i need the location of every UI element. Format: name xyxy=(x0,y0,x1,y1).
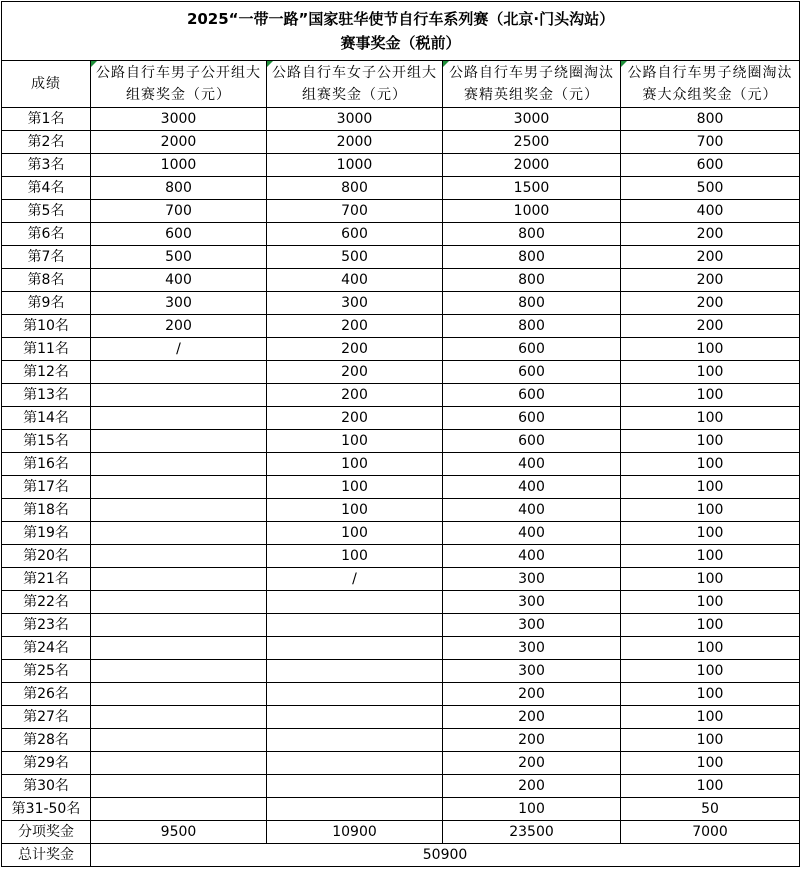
table-row xyxy=(2,591,800,614)
table-row xyxy=(2,568,800,591)
men-elite-elimination-prize-cell: 200 xyxy=(443,706,621,729)
men-public-elimination-prize-cell: 100 xyxy=(621,384,800,407)
women-open-prize-cell: 200 xyxy=(267,384,443,407)
rank-cell: 第26名 xyxy=(2,683,91,706)
men-elite-elimination-prize-cell: 800 xyxy=(443,292,621,315)
men-elite-elimination-prize-cell: 300 xyxy=(443,591,621,614)
women-open-prize-cell xyxy=(267,591,443,614)
table-row xyxy=(2,752,800,775)
rank-cell: 第21名 xyxy=(2,568,91,591)
men-elite-elimination-prize-cell: 800 xyxy=(443,315,621,338)
column-header-label: 公路自行车男子公开组大组赛奖金（元） xyxy=(96,65,261,103)
men-public-elimination-prize-cell: 100 xyxy=(621,775,800,798)
column-header-men-public-elimination xyxy=(621,61,800,108)
men-public-elimination-prize-cell: 100 xyxy=(621,338,800,361)
men-public-elimination-prize-cell: 800 xyxy=(621,108,800,131)
women-open-prize-cell: 100 xyxy=(267,430,443,453)
men-elite-elimination-prize-cell: 400 xyxy=(443,522,621,545)
men-open-prize-cell xyxy=(91,683,267,706)
rank-cell: 第8名 xyxy=(2,269,91,292)
women-open-prize-cell xyxy=(267,614,443,637)
women-open-prize-cell: 200 xyxy=(267,315,443,338)
women-open-prize-cell: 200 xyxy=(267,338,443,361)
table-title xyxy=(2,2,800,61)
rank-cell: 第15名 xyxy=(2,430,91,453)
men-public-elimination-prize-cell: 500 xyxy=(621,177,800,200)
subtotal-men-public-elimination: 7000 xyxy=(621,821,800,844)
rank-cell: 第7名 xyxy=(2,246,91,269)
men-elite-elimination-prize-cell: 200 xyxy=(443,729,621,752)
table-row xyxy=(2,223,800,246)
men-open-prize-cell: 800 xyxy=(91,177,267,200)
men-elite-elimination-prize-cell: 600 xyxy=(443,430,621,453)
men-elite-elimination-prize-cell: 200 xyxy=(443,683,621,706)
men-open-prize-cell xyxy=(91,729,267,752)
total-label: 总计奖金 xyxy=(2,844,91,867)
men-public-elimination-prize-cell: 100 xyxy=(621,545,800,568)
men-public-elimination-prize-cell: 600 xyxy=(621,154,800,177)
men-elite-elimination-prize-cell: 600 xyxy=(443,407,621,430)
men-public-elimination-prize-cell: 100 xyxy=(621,476,800,499)
rank-cell: 第24名 xyxy=(2,637,91,660)
men-open-prize-cell: 300 xyxy=(91,292,267,315)
table-row xyxy=(2,614,800,637)
women-open-prize-cell: 100 xyxy=(267,453,443,476)
men-open-prize-cell xyxy=(91,637,267,660)
men-public-elimination-prize-cell: 100 xyxy=(621,522,800,545)
men-public-elimination-prize-cell: 400 xyxy=(621,200,800,223)
men-elite-elimination-prize-cell: 1500 xyxy=(443,177,621,200)
men-open-prize-cell: 400 xyxy=(91,269,267,292)
table-row xyxy=(2,545,800,568)
men-elite-elimination-prize-cell: 400 xyxy=(443,453,621,476)
men-open-prize-cell: 200 xyxy=(91,315,267,338)
rank-cell: 第3名 xyxy=(2,154,91,177)
rank-cell: 第9名 xyxy=(2,292,91,315)
men-elite-elimination-prize-cell: 3000 xyxy=(443,108,621,131)
men-elite-elimination-prize-cell: 1000 xyxy=(443,200,621,223)
women-open-prize-cell: 700 xyxy=(267,200,443,223)
men-public-elimination-prize-cell: 100 xyxy=(621,430,800,453)
men-open-prize-cell xyxy=(91,384,267,407)
title-line-2: 赛事奖金（税前） xyxy=(340,34,461,52)
men-open-prize-cell xyxy=(91,775,267,798)
rank-cell: 第28名 xyxy=(2,729,91,752)
men-elite-elimination-prize-cell: 2500 xyxy=(443,131,621,154)
men-elite-elimination-prize-cell: 400 xyxy=(443,545,621,568)
men-public-elimination-prize-cell: 200 xyxy=(621,223,800,246)
women-open-prize-cell: 100 xyxy=(267,545,443,568)
men-open-prize-cell xyxy=(91,660,267,683)
subtotal-label: 分项奖金 xyxy=(2,821,91,844)
men-public-elimination-prize-cell: 100 xyxy=(621,361,800,384)
table-row xyxy=(2,315,800,338)
men-public-elimination-prize-cell: 100 xyxy=(621,591,800,614)
column-header-men-open xyxy=(91,61,267,108)
table-row xyxy=(2,338,800,361)
men-open-prize-cell xyxy=(91,568,267,591)
men-public-elimination-prize-cell: 100 xyxy=(621,729,800,752)
women-open-prize-cell: 3000 xyxy=(267,108,443,131)
women-open-prize-cell: 800 xyxy=(267,177,443,200)
men-public-elimination-prize-cell: 100 xyxy=(621,683,800,706)
men-elite-elimination-prize-cell: 800 xyxy=(443,269,621,292)
rank-cell: 第25名 xyxy=(2,660,91,683)
men-open-prize-cell xyxy=(91,361,267,384)
men-open-prize-cell xyxy=(91,545,267,568)
table-row xyxy=(2,384,800,407)
table-row xyxy=(2,407,800,430)
table-row xyxy=(2,131,800,154)
rank-cell: 第19名 xyxy=(2,522,91,545)
rank-cell: 第14名 xyxy=(2,407,91,430)
men-open-prize-cell xyxy=(91,407,267,430)
title-line-1: 2025“一带一路”国家驻华使节自行车系列赛（北京·门头沟站） xyxy=(186,10,615,28)
men-elite-elimination-prize-cell: 600 xyxy=(443,361,621,384)
men-public-elimination-prize-cell: 100 xyxy=(621,706,800,729)
table-row xyxy=(2,683,800,706)
women-open-prize-cell: 600 xyxy=(267,223,443,246)
men-open-prize-cell xyxy=(91,430,267,453)
column-header-label: 公路自行车男子绕圈淘汰赛大众组奖金（元） xyxy=(627,65,793,103)
column-header-men-elite-elimination xyxy=(443,61,621,108)
rank-cell: 第30名 xyxy=(2,775,91,798)
men-elite-elimination-prize-cell: 800 xyxy=(443,223,621,246)
men-public-elimination-prize-cell: 100 xyxy=(621,614,800,637)
men-open-prize-cell xyxy=(91,522,267,545)
women-open-prize-cell: / xyxy=(267,568,443,591)
men-public-elimination-prize-cell: 100 xyxy=(621,660,800,683)
men-public-elimination-prize-cell: 100 xyxy=(621,453,800,476)
men-elite-elimination-prize-cell: 300 xyxy=(443,568,621,591)
table-row xyxy=(2,154,800,177)
column-header-label: 公路自行车男子绕圈淘汰赛精英组奖金（元） xyxy=(449,65,614,103)
rank-cell: 第16名 xyxy=(2,453,91,476)
column-header-label: 公路自行车女子公开组大组赛奖金（元） xyxy=(272,65,437,103)
men-open-prize-cell: 600 xyxy=(91,223,267,246)
women-open-prize-cell xyxy=(267,637,443,660)
women-open-prize-cell xyxy=(267,706,443,729)
men-open-prize-cell: 500 xyxy=(91,246,267,269)
men-elite-elimination-prize-cell: 200 xyxy=(443,775,621,798)
men-public-elimination-prize-cell: 50 xyxy=(621,798,800,821)
men-elite-elimination-prize-cell: 400 xyxy=(443,476,621,499)
women-open-prize-cell xyxy=(267,752,443,775)
rank-cell: 第10名 xyxy=(2,315,91,338)
column-header-women-open xyxy=(267,61,443,108)
men-elite-elimination-prize-cell: 300 xyxy=(443,614,621,637)
men-open-prize-cell xyxy=(91,614,267,637)
men-elite-elimination-prize-cell: 100 xyxy=(443,798,621,821)
men-open-prize-cell: 1000 xyxy=(91,154,267,177)
rank-cell: 第2名 xyxy=(2,131,91,154)
rank-cell: 第13名 xyxy=(2,384,91,407)
women-open-prize-cell xyxy=(267,775,443,798)
women-open-prize-cell: 100 xyxy=(267,522,443,545)
subtotal-men-open: 9500 xyxy=(91,821,267,844)
table-row xyxy=(2,499,800,522)
rank-cell: 第1名 xyxy=(2,108,91,131)
table-row xyxy=(2,269,800,292)
men-elite-elimination-prize-cell: 400 xyxy=(443,499,621,522)
men-public-elimination-prize-cell: 100 xyxy=(621,568,800,591)
rank-cell: 第27名 xyxy=(2,706,91,729)
table-row xyxy=(2,108,800,131)
women-open-prize-cell: 300 xyxy=(267,292,443,315)
women-open-prize-cell: 400 xyxy=(267,269,443,292)
women-open-prize-cell xyxy=(267,683,443,706)
men-public-elimination-prize-cell: 100 xyxy=(621,499,800,522)
table-row xyxy=(2,637,800,660)
men-public-elimination-prize-cell: 200 xyxy=(621,292,800,315)
rank-cell: 第31-50名 xyxy=(2,798,91,821)
men-elite-elimination-prize-cell: 600 xyxy=(443,384,621,407)
rank-cell: 第4名 xyxy=(2,177,91,200)
table-row xyxy=(2,246,800,269)
men-elite-elimination-prize-cell: 800 xyxy=(443,246,621,269)
table-row xyxy=(2,476,800,499)
men-elite-elimination-prize-cell: 300 xyxy=(443,637,621,660)
rank-cell: 第17名 xyxy=(2,476,91,499)
women-open-prize-cell: 200 xyxy=(267,361,443,384)
men-elite-elimination-prize-cell: 2000 xyxy=(443,154,621,177)
subtotal-men-elite-elimination: 23500 xyxy=(443,821,621,844)
men-open-prize-cell xyxy=(91,706,267,729)
table-row xyxy=(2,430,800,453)
rank-cell: 第6名 xyxy=(2,223,91,246)
men-public-elimination-prize-cell: 100 xyxy=(621,637,800,660)
table-row xyxy=(2,177,800,200)
rank-cell: 第20名 xyxy=(2,545,91,568)
table-row xyxy=(2,706,800,729)
table-row xyxy=(2,200,800,223)
women-open-prize-cell xyxy=(267,729,443,752)
men-public-elimination-prize-cell: 200 xyxy=(621,269,800,292)
women-open-prize-cell: 100 xyxy=(267,476,443,499)
table-row xyxy=(2,775,800,798)
table-row xyxy=(2,798,800,821)
total-value: 50900 xyxy=(91,844,800,867)
women-open-prize-cell xyxy=(267,798,443,821)
men-open-prize-cell: 700 xyxy=(91,200,267,223)
women-open-prize-cell: 100 xyxy=(267,499,443,522)
men-open-prize-cell: / xyxy=(91,338,267,361)
rank-cell: 第29名 xyxy=(2,752,91,775)
men-public-elimination-prize-cell: 700 xyxy=(621,131,800,154)
men-open-prize-cell xyxy=(91,798,267,821)
women-open-prize-cell: 1000 xyxy=(267,154,443,177)
men-open-prize-cell xyxy=(91,499,267,522)
rank-cell: 第22名 xyxy=(2,591,91,614)
women-open-prize-cell xyxy=(267,660,443,683)
prize-rows xyxy=(2,108,800,821)
table-row xyxy=(2,453,800,476)
men-public-elimination-prize-cell: 100 xyxy=(621,752,800,775)
cell-comment-marker-icon xyxy=(91,61,97,67)
men-open-prize-cell xyxy=(91,453,267,476)
table-row xyxy=(2,361,800,384)
men-public-elimination-prize-cell: 200 xyxy=(621,246,800,269)
column-header-rank: 成绩 xyxy=(2,61,91,108)
cell-comment-marker-icon xyxy=(443,61,449,67)
rank-cell: 第18名 xyxy=(2,499,91,522)
men-open-prize-cell: 3000 xyxy=(91,108,267,131)
prize-table xyxy=(1,1,800,867)
table-row xyxy=(2,292,800,315)
subtotal-women-open: 10900 xyxy=(267,821,443,844)
men-elite-elimination-prize-cell: 200 xyxy=(443,752,621,775)
rank-cell: 第11名 xyxy=(2,338,91,361)
men-elite-elimination-prize-cell: 600 xyxy=(443,338,621,361)
men-open-prize-cell xyxy=(91,476,267,499)
rank-cell: 第5名 xyxy=(2,200,91,223)
women-open-prize-cell: 500 xyxy=(267,246,443,269)
men-open-prize-cell xyxy=(91,591,267,614)
men-elite-elimination-prize-cell: 300 xyxy=(443,660,621,683)
cell-comment-marker-icon xyxy=(621,61,627,67)
rank-cell: 第12名 xyxy=(2,361,91,384)
women-open-prize-cell: 200 xyxy=(267,407,443,430)
men-open-prize-cell xyxy=(91,752,267,775)
men-public-elimination-prize-cell: 100 xyxy=(621,407,800,430)
women-open-prize-cell: 2000 xyxy=(267,131,443,154)
rank-cell: 第23名 xyxy=(2,614,91,637)
table-row xyxy=(2,522,800,545)
table-row xyxy=(2,729,800,752)
men-public-elimination-prize-cell: 200 xyxy=(621,315,800,338)
cell-comment-marker-icon xyxy=(267,61,273,67)
men-open-prize-cell: 2000 xyxy=(91,131,267,154)
table-row xyxy=(2,660,800,683)
